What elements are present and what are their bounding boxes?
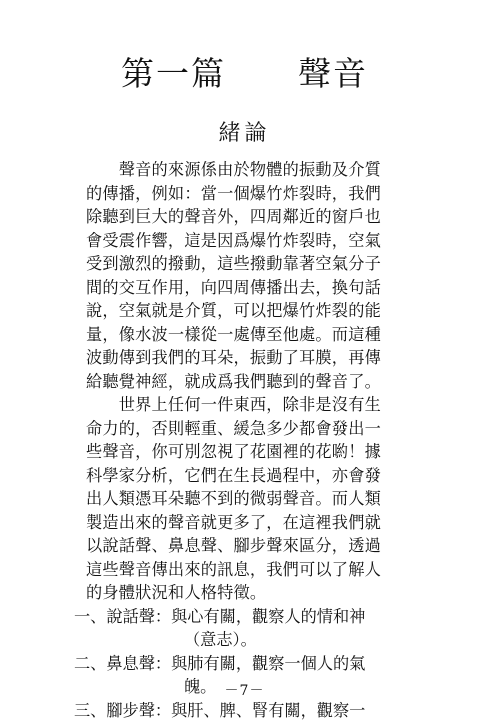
section-title: 緒論	[0, 116, 489, 147]
paragraph-line: 世界上任何一件東西，除非是沒有生	[86, 393, 426, 417]
paragraph-line: 量，像水波一樣從一處傳至他處。而這種	[86, 323, 426, 347]
list-item: 二、鼻息聲：與肺有關，觀察一個人的氣	[74, 652, 434, 676]
list-items	[74, 605, 434, 722]
paragraph-line: 間的交互作用，向四周傳播出去，換句話	[86, 276, 426, 300]
chapter-heading	[0, 48, 489, 95]
chapter-title: 聲音	[298, 54, 368, 93]
paragraph-line: 製造出來的聲音就更多了，在這裡我們就	[86, 511, 426, 535]
list-item: 三、腳步聲：與肝、脾、腎有關，觀察一	[74, 699, 434, 722]
list-item-continuation: 魄。	[74, 675, 434, 699]
body-paragraphs	[86, 158, 426, 605]
paragraph-line: 受到激烈的撥動，這些撥動靠著空氣分子	[86, 252, 426, 276]
paragraph-line: 的身體狀況和人格特徵。	[86, 581, 426, 605]
list-item: 一、說話聲：與心有關，觀察人的情和神	[74, 605, 434, 629]
page-number: －7－	[0, 680, 489, 700]
paragraph-line: 以說話聲、鼻息聲、腳步聲來區分，透過	[86, 534, 426, 558]
paragraph-line: 出人類憑耳朵聽不到的微弱聲音。而人類	[86, 487, 426, 511]
list-item-continuation: （意志）。	[74, 628, 434, 652]
paragraph-line: 命力的，否則輕重、緩急多少都會發出一	[86, 417, 426, 441]
paragraph-line: 會受震作響，這是因爲爆竹炸裂時，空氣	[86, 229, 426, 253]
paragraph-line: 除聽到巨大的聲音外，四周鄰近的窗戶也	[86, 205, 426, 229]
paragraph-line: 些聲音，你可別忽視了花園裡的花喲！據	[86, 440, 426, 464]
paragraph-line: 給聽覺神經，就成爲我們聽到的聲音了。	[86, 370, 426, 394]
paragraph-line: 說，空氣就是介質，可以把爆竹炸裂的能	[86, 299, 426, 323]
paragraph-line: 聲音的來源係由於物體的振動及介質	[86, 158, 426, 182]
paragraph-line: 波動傳到我們的耳朵，振動了耳膜，再傳	[86, 346, 426, 370]
chapter-number: 第一篇	[121, 54, 226, 93]
paragraph-line: 的傳播，例如：當一個爆竹炸裂時，我們	[86, 182, 426, 206]
paragraph-line: 科學家分析，它們在生長過程中，亦會發	[86, 464, 426, 488]
paragraph-line: 這些聲音傳出來的訊息，我們可以了解人	[86, 558, 426, 582]
